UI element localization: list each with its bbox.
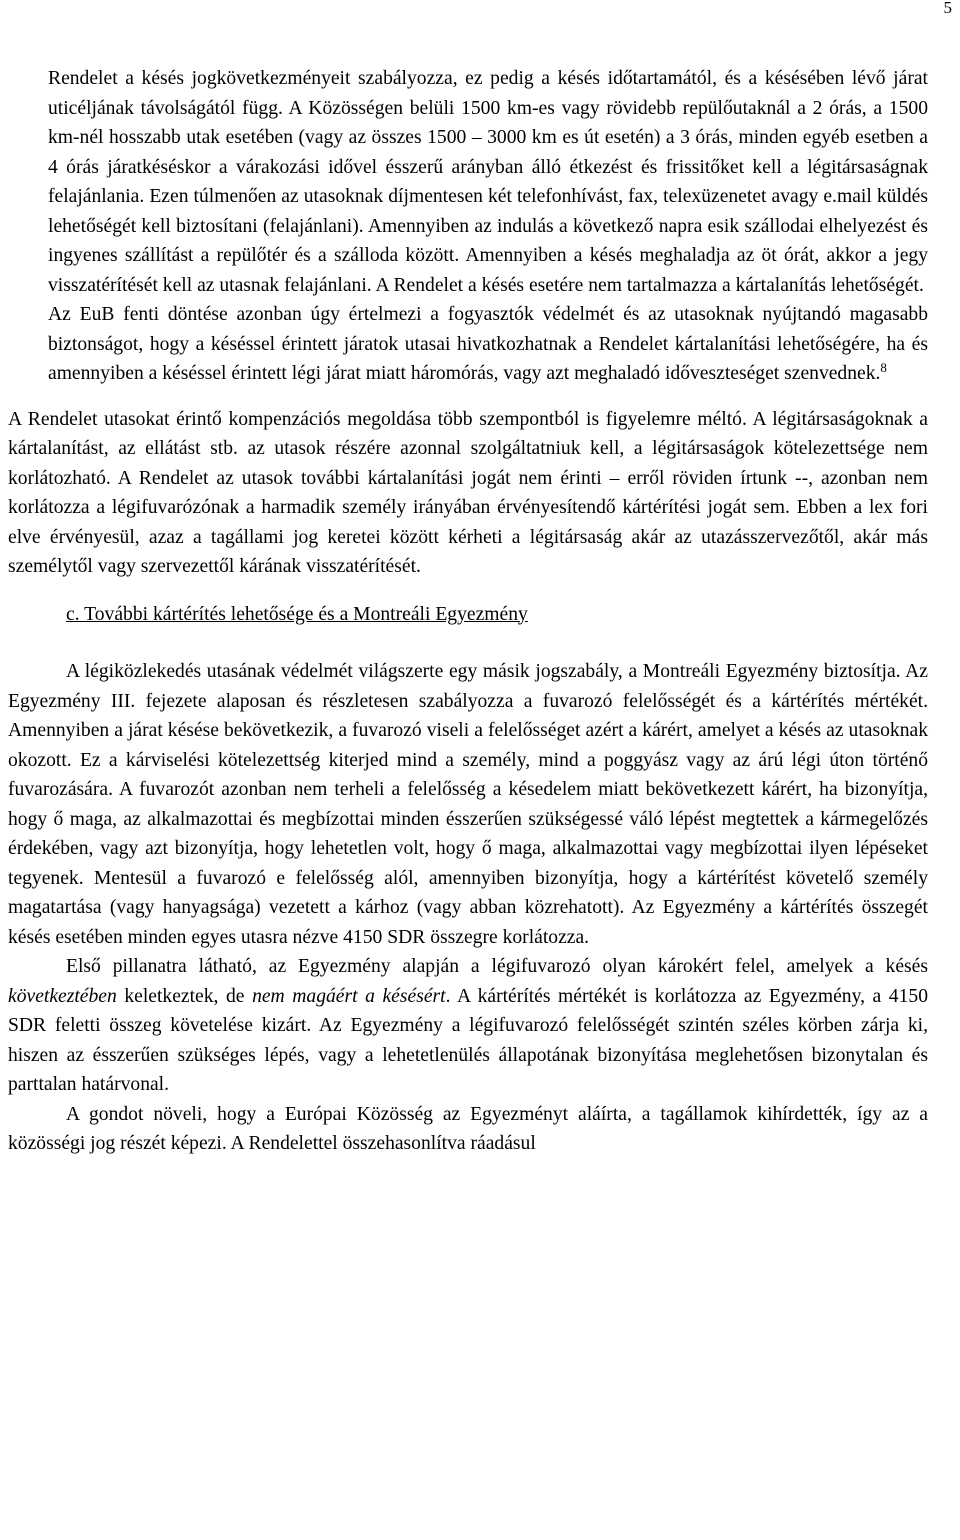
section-heading-text: c. További kártérítés lehetősége és a Montreáli Egyezmény — [66, 603, 528, 625]
text-run: Első pillanatra látható, az Egyezmény alapján a légifuvarozó olyan károkért felel, amelyek a késés — [66, 956, 928, 977]
text-run: keletkeztek, de — [116, 985, 253, 1007]
text-run: . A kártérítés mértékét is korlátozza az Egyezmény, a 4150 SDR feletti összeg követelése kizárt. Az Egyezmény a légifuvarozó felelősségét szintén széles körben zárja ki, hiszen az ésszerűen szükséges lépés, vagy a lehetetlenülés állapotának bizonyítása meglehetősen bizonytalan és parttalan határvonal. — [8, 985, 928, 1095]
quote-paragraph-ecj-text: Az EuB fenti döntése azonban úgy értelmezi a fogyasztók védelmét és az utasoknak nyújtandó magasabb biztonságot, hogy a késéssel érintett járatok utasai hivatkozhatnak a Rendelet kártalanítási lehetőségére, ha és amennyiben a késéssel érintett légi járat miatt háromórás, vagy azt meghaladó időveszteséget szenvednek. — [48, 304, 928, 384]
paragraph-problem: A gondot növeli, hogy a Európai Közösség az Egyezményt aláírta, a tagállamok kihírdették, így az a közösségi jog részét képezi. A Rendelettel összehasonlítva ráadásul — [8, 1103, 928, 1154]
italic-run: következtében — [8, 985, 117, 1007]
italic-run: nem magáért a késésért — [252, 985, 446, 1007]
footnote-reference[interactable]: 8 — [880, 360, 887, 375]
quote-paragraph-ecj-decision — [48, 300, 928, 389]
paragraph-montreal-convention: A légiközlekedés utasának védelmét világszerte egy másik jogszabály, a Montreáli Egyezmény biztosítja. Az Egyezmény III. fejezete alaposan és részletesen szabályozza a fuvarozó felelősségét és a kártérítés mértékét. Amennyiben a járat késése bekövetkezik, a fuvarozó viseli a felelősséget azért a kárért, amelyet a késés az utasoknak okozott. Ez a kárviselési kötelezettség kiterjed mind a személy, mind a poggyász vagy az árú légi úton történő fuvarozására. A fuvarozót azonban nem terheli a felelősség a késedelem miatt bekövetkezett kárért, ha bizonyítja, hogy ő maga, az alkalmazottai és megbízottai minden ésszerűen szükségessé váló lépést megtettek a kármegelőzés érdekében, vagy azt bizonyítja, hogy lehetetlen volt, hogy ő maga, alkalmazottai vagy megbízottai ilyen lépéseket tegyenek. Mentesül a fuvarozó e felelősség alól, amennyiben bizonyítja, hogy a kártérítést követelő személy magatartása (vagy hanyagsága) vezetett a kárhoz (vagy abban közrehatott). Az Egyezmény a kártérítés összegét késés esetében minden egyes utasra nézve 4150 SDR összegre korlátozza. — [8, 661, 928, 948]
paragraph-first-sight — [8, 952, 928, 1100]
quote-paragraph-delay-rules: Rendelet a késés jogkövetkezményeit szabályozza, ez pedig a késés időtartamától, és a késésében lévő járat uticéljának távolságától függ. A Közösségen belüli 1500 km-es vagy rövidebb repülőutaknál a 2 órás, a 1500 km-nél hosszabb utak esetében (vagy az összes 1500 – 3000 km es út esetén) a 3 órás, minden egyéb esetben a 4 órás járatkéséskor a várakozási idővel ésszerű arányban álló étkezést és frissitőket kell a légitársaságnak felajánlania. Ezen túlmenően az utasoknak díjmentesen két telefonhívást, fax, telexüzenetet avagy e.mail küldés lehetőségét kell biztosítani (felajánlani). Amennyiben az indulás a következő napra esik szállodai elhelyezést és ingyenes szállítást a repülőtér és a szálloda között. Amennyiben a késés meghaladja az öt órát, akkor a jegy visszatérítését kell az utasnak felajánlani. A Rendelet a késés esetére nem tartalmazza a kártalanítás lehetőségét. — [48, 68, 928, 296]
paragraph-gap — [8, 389, 928, 405]
section-heading — [8, 600, 928, 630]
paragraph-compensation: A Rendelet utasokat érintő kompenzációs megoldása több szempontból is figyelemre méltó. A légitársaságoknak a kártalanítást, az ellátást stb. az utasok részére azonnal szolgáltatniuk kell, a légitársaságok kötelezettsége nem korlátozható. A Rendelet az utasok további kártalanítási jogát nem érinti – erről röviden írtunk --, azonban nem korlátozza a légifuvarózónak a harmadik személy irányában érvényesítendő kártérítési jogát sem. Ebben a lex fori elve érvényesül, azaz a tagállami jog keretei között kérheti a légitársaság akár az utazásszervezőtől, akár más személytől vagy szervezettől kárának visszatérítését. — [8, 408, 928, 577]
page-number: 5 — [943, 0, 952, 17]
document-body — [8, 64, 928, 1159]
